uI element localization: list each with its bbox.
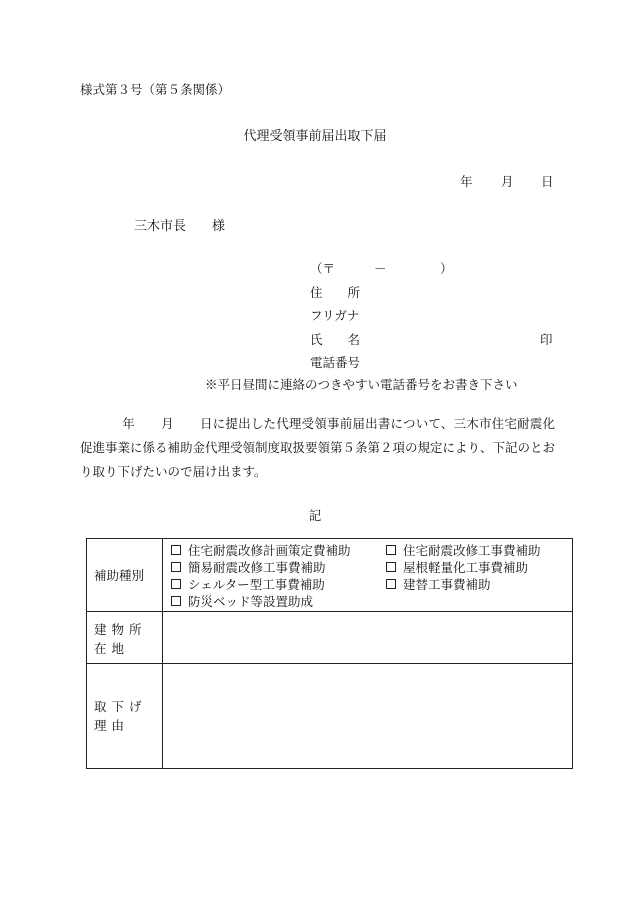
subsidy-type-row [87, 539, 573, 612]
postal-open: （〒 [310, 261, 336, 276]
name-label: 氏 名 [310, 332, 361, 347]
checkbox-icon[interactable] [171, 596, 181, 606]
option-disaster-bed[interactable]: 防災ベッド等設置助成 [170, 592, 313, 610]
building-location-row [87, 612, 573, 664]
date-year: 年 [460, 174, 473, 189]
subsidy-type-options [163, 539, 573, 612]
option-seismic-work[interactable]: 住宅耐震改修工事費補助 [385, 541, 541, 559]
body-year: 年 [122, 416, 135, 431]
option-simple-seismic[interactable]: 簡易耐震改修工事費補助 [170, 558, 326, 576]
checkbox-icon[interactable] [386, 562, 396, 572]
building-location-label: 建物所在地 [87, 612, 163, 664]
option-shelter[interactable]: シェルター型工事費補助 [170, 575, 325, 593]
ki-heading: 記 [308, 508, 322, 523]
furigana-label: フリガナ [310, 308, 360, 323]
phone-note: ※平日昼間に連絡のつきやすい電話番号をお書き下さい [205, 377, 518, 392]
date-day: 日 [541, 174, 554, 189]
withdrawal-reason-label: 取下げ理由 [87, 664, 163, 769]
postal-dash: － [374, 261, 387, 276]
seal-mark: 印 [540, 332, 553, 347]
body-month: 月 [160, 416, 174, 431]
checkbox-icon[interactable] [386, 545, 396, 555]
withdrawal-reason-field[interactable] [163, 664, 573, 769]
addressee [134, 215, 225, 234]
address-label: 住 所 [310, 285, 361, 300]
addressee-name: 三木市長 [134, 219, 187, 234]
postal-close: ） [440, 261, 453, 276]
withdrawal-reason-row [87, 664, 573, 769]
option-roof-lightening[interactable]: 屋根軽量化工事費補助 [385, 558, 528, 576]
checkbox-icon[interactable] [171, 545, 181, 555]
option-seismic-plan[interactable]: 住宅耐震改修計画策定費補助 [170, 541, 351, 559]
addressee-honorific: 様 [212, 219, 226, 234]
body-paragraph [80, 412, 555, 484]
date-month: 月 [501, 174, 514, 189]
checkbox-icon[interactable] [171, 562, 181, 572]
subsidy-type-label: 補助種別 [87, 539, 163, 612]
option-rebuild[interactable]: 建替工事費補助 [385, 575, 491, 593]
body-text: 日に提出した代理受領事前届出書について、三木市住宅耐震化促進事業に係る補助金代理受領制度取扱要領第５条第２項の規定により、下記のとおり取り下げたいので届け出ます。 [80, 416, 556, 479]
building-location-field[interactable] [163, 612, 573, 664]
details-table [86, 538, 573, 769]
document-title: 代理受領事前届出取下届 [243, 129, 387, 144]
phone-label: 電話番号 [310, 355, 361, 370]
checkbox-icon[interactable] [386, 579, 396, 589]
checkbox-icon[interactable] [171, 579, 181, 589]
postal-code-line [310, 259, 453, 277]
form-number: 様式第３号（第５条関係） [80, 82, 231, 97]
